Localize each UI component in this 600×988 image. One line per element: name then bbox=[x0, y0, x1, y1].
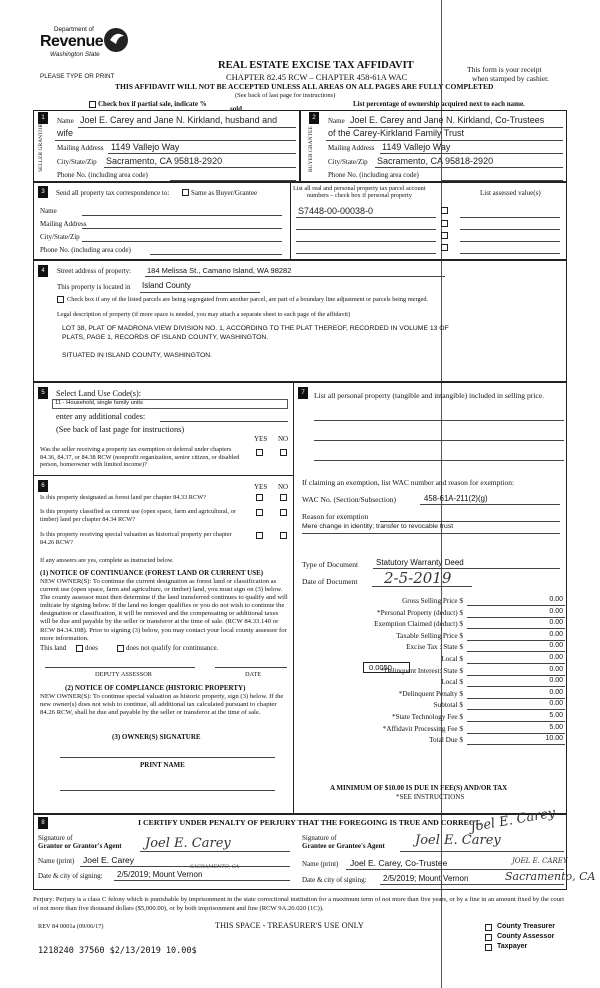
land-does-checkbox[interactable] bbox=[76, 645, 83, 652]
minimum-due: A MINIMUM OF $10.00 IS DUE IN FEE(S) AND/OR TAX bbox=[330, 784, 508, 792]
tax-row-underline bbox=[467, 744, 565, 745]
local-rate-value: 0.0050 bbox=[369, 663, 392, 672]
grantee-sig-label-1: Signature of bbox=[302, 834, 337, 842]
grantor-sig-label-1: Signature of bbox=[38, 834, 73, 842]
deputy-assessor: DEPUTY ASSESSOR bbox=[95, 671, 152, 678]
tax-row-value[interactable]: 0.00 bbox=[549, 700, 563, 708]
tax-row-value[interactable]: 0.00 bbox=[549, 607, 563, 615]
treasurer-use: THIS SPACE - TREASURER'S USE ONLY bbox=[215, 921, 364, 930]
if-yes-text: If any answers are yes, complete as instructed below. bbox=[40, 557, 174, 564]
land-does-not-checkbox[interactable] bbox=[117, 645, 124, 652]
corr-phone-label: Phone No. (including area code) bbox=[40, 246, 131, 254]
wac-value[interactable]: 458-61A-211(2)(g) bbox=[424, 494, 488, 503]
doc-type-label: Type of Document bbox=[302, 560, 359, 569]
notice2-body: NEW OWNER(S): To continue special valuation as historic property, sign (3) below. If the new owner(s) does not wish to continue, all additional tax calculated pursuant to chapter 84.26 RCW, shall be due and payable by the seller or transferor at the time of sale. bbox=[40, 693, 284, 717]
tax-row-value[interactable]: 0.00 bbox=[549, 596, 563, 603]
seller-mailing-label: Mailing Address bbox=[57, 144, 104, 152]
located-label: This property is located in bbox=[57, 283, 131, 291]
form-title: REAL ESTATE EXCISE TAX AFFIDAVIT bbox=[218, 60, 414, 71]
located-value[interactable]: Island County bbox=[142, 281, 191, 290]
same-as-buyer-label: Same as Buyer/Grantee bbox=[191, 189, 258, 197]
corr-city-label: City/State/Zip bbox=[40, 233, 80, 241]
grantee-date-label: Date & city of signing: bbox=[302, 876, 367, 884]
tax-row-value[interactable]: 0.00 bbox=[549, 677, 563, 685]
partial-sale-label: Check box if partial sale, indicate % bbox=[98, 100, 207, 108]
grantor-handwritten-city: SACRAMENTO, CA bbox=[190, 864, 240, 870]
historic-yes-checkbox[interactable] bbox=[256, 532, 263, 539]
partial-sale-sold: sold. bbox=[230, 105, 244, 113]
buyer-mailing-label: Mailing Address bbox=[328, 144, 375, 152]
seller-city-value[interactable]: Sacramento, CA 95818-2920 bbox=[106, 156, 223, 166]
doc-type-value[interactable]: Statutory Warranty Deed bbox=[376, 558, 464, 567]
tax-row-underline bbox=[467, 605, 565, 606]
print-name-label: PRINT NAME bbox=[140, 761, 185, 769]
buyer-name-value[interactable]: Joel E. Carey and Jane N. Kirkland, Co-Trustees bbox=[350, 115, 545, 125]
seller-phone-label: Phone No. (including area code) bbox=[57, 171, 148, 179]
notice2-title: (2) NOTICE OF COMPLIANCE (HISTORIC PROPERTY) bbox=[65, 684, 246, 692]
certify-statement: I CERTIFY UNDER PENALTY OF PERJURY THAT THE FOREGOING IS TRUE AND CORRECT. bbox=[138, 818, 482, 827]
tax-row-value[interactable]: 0.00 bbox=[549, 619, 563, 627]
historic-question: Is this property receiving special valuation as historical property per chapter 84.26 RCW? bbox=[40, 531, 232, 546]
send-corr-label: Send all property tax correspondence to: bbox=[56, 189, 170, 197]
dept-line1: Department of bbox=[54, 26, 94, 33]
copy-assessor: County Assessor bbox=[497, 933, 555, 940]
tax-row-underline bbox=[467, 628, 565, 629]
section-6-badge: 6 bbox=[38, 480, 48, 492]
tax-row-underline bbox=[467, 675, 565, 676]
treasurer-stamp: 1218240 37560 $2/13/2019 10.00$ bbox=[38, 946, 197, 956]
additional-codes-label: enter any additional codes: bbox=[56, 412, 146, 421]
deputy-date: DATE bbox=[245, 671, 262, 678]
seller-side-label: SELLER GRANTOR bbox=[38, 123, 44, 172]
section-3-badge: 3 bbox=[38, 186, 48, 198]
section-5-badge: 5 bbox=[38, 387, 48, 399]
tax-row-label: Exemption Claimed (deduct) $ bbox=[374, 620, 463, 629]
section4-box bbox=[33, 260, 567, 382]
rev-number: REV 84 0001a (09/06/17) bbox=[38, 923, 104, 930]
land-does-label: does bbox=[85, 644, 98, 652]
seller-name-value-2[interactable]: wife bbox=[57, 128, 74, 138]
tax-row-underline bbox=[467, 617, 565, 618]
tax-row-label: *Delinquent Interest: State $ bbox=[380, 666, 463, 675]
doc-date-value[interactable]: 2-5-2019 bbox=[384, 569, 452, 587]
grantee-sig-label-2: Grantee or Grantee's Agent bbox=[302, 842, 385, 850]
reason-value[interactable]: Mere change in identity; transfer to revocable trust bbox=[302, 523, 454, 530]
legal-line-1[interactable]: LOT 38, PLAT OF MADRONA VIEW DIVISION NO. 1, ACCORDING TO THE PLAT THEREOF, RECORDED IN VOLUME 13 OF bbox=[62, 325, 449, 332]
select-code-label: Select Land Use Code(s): bbox=[56, 389, 142, 398]
tax-row-label: Subtotal $ bbox=[433, 701, 463, 710]
tax-row-label: Excise Tax : State $ bbox=[406, 643, 463, 652]
tax-row-underline bbox=[467, 663, 565, 664]
buyer-mailing-value[interactable]: 1149 Vallejo Way bbox=[382, 142, 451, 152]
dept-line2: Revenue bbox=[40, 33, 104, 50]
segregated-label: Check box if any of the listed parcels are being segregated from another parcel, are part of a boundary line adjustment or parcels being merged. bbox=[67, 296, 429, 303]
buyer-side-label: BUYER GRANTEE bbox=[308, 126, 314, 172]
forest-yes-checkbox[interactable] bbox=[256, 494, 263, 501]
assessed-header: List assessed value(s) bbox=[480, 189, 541, 197]
corr-mailing-label: Mailing Address bbox=[40, 220, 87, 228]
list-percentage: List percentage of ownership acquired next to each name. bbox=[353, 100, 525, 108]
section-7-badge: 7 bbox=[298, 387, 308, 399]
handwritten-top-signature: Joel E. Carey bbox=[469, 805, 557, 836]
form-chapters: CHAPTER 82.45 RCW – CHAPTER 458-61A WAC bbox=[226, 72, 408, 82]
corr-name-label: Name bbox=[40, 207, 57, 215]
legal-line-3[interactable]: SITUATED IN ISLAND COUNTY, WASHINGTON. bbox=[62, 352, 213, 359]
buyer-name-value-2[interactable]: of the Carey-Kirkland Family Trust bbox=[328, 128, 465, 138]
form-see-back: (See back of last page for instructions) bbox=[235, 92, 336, 99]
tax-row-label: Total Due $ bbox=[429, 736, 463, 745]
dept-line3: Washington State bbox=[50, 51, 100, 58]
parcel-3-checkbox[interactable] bbox=[441, 232, 448, 239]
street-label: Street address of property: bbox=[57, 267, 132, 275]
tax-row-value[interactable]: 10.00 bbox=[545, 735, 563, 743]
tax-row-value[interactable]: 0.00 bbox=[549, 665, 563, 673]
parcel-header-1: List all real and personal property tax parcel account bbox=[293, 185, 426, 192]
receipt-line2: when stamped by cashier. bbox=[472, 74, 550, 83]
grantor-name-value[interactable]: Joel E. Carey bbox=[83, 855, 135, 865]
s5-yes: YES bbox=[254, 435, 268, 443]
exemption-no-checkbox[interactable] bbox=[280, 449, 287, 456]
copy-taxpayer-checkbox bbox=[485, 944, 492, 951]
buyer-city-value[interactable]: Sacramento, CA 95818-2920 bbox=[377, 156, 494, 166]
copy-taxpayer: Taxpayer bbox=[497, 943, 528, 950]
see-instructions: *SEE INSTRUCTIONS bbox=[396, 793, 465, 801]
s6-yes: YES bbox=[254, 483, 268, 491]
grantee-name-value[interactable]: Joel E. Carey, Co-Trustee bbox=[350, 858, 448, 868]
grantor-date-label: Date & city of signing: bbox=[38, 872, 103, 880]
buyer-city-label: City/State/Zip bbox=[328, 158, 368, 166]
parcel-4-checkbox[interactable] bbox=[441, 244, 448, 251]
segregated-checkbox[interactable] bbox=[57, 296, 64, 303]
copy-treasurer-checkbox bbox=[485, 924, 492, 931]
seller-name-value[interactable]: Joel E. Carey and Jane N. Kirkland, husband and bbox=[80, 115, 278, 125]
tax-row-underline bbox=[467, 709, 565, 710]
personal-property-label: List all personal property (tangible and intangible) included in selling price. bbox=[314, 391, 545, 400]
parcel-2-checkbox[interactable] bbox=[441, 220, 448, 227]
grantee-handwritten-name: JOEL E. CAREY bbox=[512, 857, 568, 865]
notice1-body: NEW OWNER(S): To continue the current designation as forest land or classification as current use (open space, farm and agriculture, or timber) land, you must sign on (3) below. The county assessor must then determine if the land transferred continues to qualify and will indicate by signing below. If the land no longer qualifies or you do not wish to continue the designation or classification, it will be removed and the compensating or additional taxes will be due and payable by the seller or transferor at the time of sale. (RCW 84.33.140 or RCW 84.34.108). Prior to signing (3) below, you may contact your local county assessor for more information. bbox=[40, 578, 288, 642]
tax-row-label: Taxable Selling Price $ bbox=[396, 631, 463, 640]
legal-label: Legal description of property (if more space is needed, you may attach a separate sheet to each page of the affidavit) bbox=[57, 311, 351, 318]
section-8-badge: 8 bbox=[38, 817, 48, 829]
wac-label: WAC No. (Section/Subsection) bbox=[302, 495, 396, 504]
legal-line-2[interactable]: PLATS, PAGE 1, RECORDS OF ISLAND COUNTY, WASHINGTON. bbox=[62, 334, 269, 341]
parcel-number[interactable]: S7448-00-00038-0 bbox=[298, 206, 374, 216]
seller-mailing-value[interactable]: 1149 Vallejo Way bbox=[111, 142, 180, 152]
tax-row-underline bbox=[467, 651, 565, 652]
owner-signature-label: (3) OWNER(S) SIGNATURE bbox=[112, 733, 201, 741]
tax-row-label: *Affidavit Processing Fee $ bbox=[382, 724, 463, 733]
section-4-badge: 4 bbox=[38, 265, 48, 277]
parcel-header-2: numbers – check box if personal property bbox=[307, 192, 412, 199]
form-warning: THIS AFFIDAVIT WILL NOT BE ACCEPTED UNLESS ALL AREAS ON ALL PAGES ARE FULLY COMPLETED bbox=[115, 82, 494, 91]
copy-treasurer: County Treasurer bbox=[497, 923, 555, 930]
current-use-question: Is this property classified as current use (open space, farm and agricultural, or timber) land per chapter 84.34 RCW? bbox=[40, 508, 236, 523]
exemption-question: Was the seller receiving a property tax exemption or deferral under chapters 84.36, 84.37, or 84.38 RCW (nonprofit organization, senior citizen, or disabled person, homeowner with limited income)? bbox=[40, 446, 240, 469]
tax-row-value[interactable]: 0.00 bbox=[549, 642, 563, 650]
buyer-name-label: Name bbox=[328, 117, 345, 125]
tax-row-label: Local $ bbox=[441, 678, 463, 687]
forest-question: Is this property designated as forest land per chapter 84.33 RCW? bbox=[40, 494, 206, 501]
grantee-signature[interactable]: Joel E. Carey bbox=[415, 833, 501, 848]
tax-row-underline bbox=[467, 733, 565, 734]
perjury-statement: Perjury: Perjury is a class C felony which is punishable by imprisonment in the state correctional institution for a maximum term of not more than five years, or by a fine in an amount fixed by the court of not more than five thousand dollars ($5,000.00), or by both imprisonment and fine (RCW 9A.20.020 (1C)). bbox=[33, 896, 565, 912]
grantee-date-value[interactable]: 2/5/2019; Mount Vernon bbox=[383, 874, 469, 883]
land-use-value: 11 - Household, single family units bbox=[55, 400, 143, 406]
exemption-claim-label: If claiming an exemption, list WAC number and reason for exemption: bbox=[302, 478, 515, 487]
section-1-badge: 1 bbox=[38, 112, 48, 124]
s5-no: NO bbox=[278, 435, 289, 443]
current-use-yes-checkbox[interactable] bbox=[256, 509, 263, 516]
land-does-not-label: does not qualify for continuance. bbox=[126, 644, 219, 652]
same-as-buyer-checkbox[interactable] bbox=[182, 189, 189, 196]
notice1-title: (1) NOTICE OF CONTINUANCE (FOREST LAND OR CURRENT USE) bbox=[40, 569, 264, 577]
please-type: PLEASE TYPE OR PRINT bbox=[40, 73, 115, 80]
tax-row-value[interactable]: 0.00 bbox=[549, 654, 563, 661]
grantor-name-label: Name (print) bbox=[38, 857, 75, 865]
grantee-name-label: Name (print) bbox=[302, 860, 339, 868]
doc-date-label: Date of Document bbox=[302, 577, 358, 586]
historic-no-checkbox[interactable] bbox=[280, 532, 287, 539]
copy-assessor-checkbox bbox=[485, 934, 492, 941]
grantor-sig-label-2: Grantor or Grantor's Agent bbox=[38, 842, 122, 850]
tax-row-value[interactable]: 5.00 bbox=[549, 712, 563, 719]
tax-row-underline bbox=[467, 721, 565, 722]
buyer-phone-label: Phone No. (including area code) bbox=[328, 171, 419, 179]
seller-city-label: City/State/Zip bbox=[57, 158, 97, 166]
section-2-badge: 2 bbox=[309, 112, 319, 124]
tax-row-underline bbox=[467, 698, 565, 699]
tax-row-value[interactable]: 0.00 bbox=[549, 688, 563, 696]
grantor-signature[interactable]: Joel E. Carey bbox=[145, 836, 231, 851]
tax-row-label: *State Technology Fee $ bbox=[391, 713, 463, 721]
see-back-5: (See back of last page for instructions) bbox=[56, 425, 185, 434]
tax-row-label: *Personal Property (deduct) $ bbox=[376, 608, 463, 617]
current-use-no-checkbox[interactable] bbox=[280, 509, 287, 516]
tax-row-underline bbox=[467, 640, 565, 641]
tax-row-label: Gross Selling Price $ bbox=[402, 597, 463, 605]
tax-row-value[interactable]: 0.00 bbox=[549, 630, 563, 638]
street-value[interactable]: 184 Melissa St., Camano Island, WA 98282 bbox=[147, 266, 292, 275]
seller-name-label: Name bbox=[57, 117, 74, 125]
receipt-line1: This form is your receipt bbox=[467, 65, 542, 74]
exemption-yes-checkbox[interactable] bbox=[256, 449, 263, 456]
grantee-handwritten-city: Sacramento, CA bbox=[505, 870, 596, 883]
reason-label: Reason for exemption bbox=[302, 512, 369, 521]
this-land-label: This land bbox=[40, 644, 67, 652]
grantor-date-value[interactable]: 2/5/2019; Mount Vernon bbox=[117, 870, 203, 879]
parcel-1-checkbox[interactable] bbox=[441, 207, 448, 214]
partial-sale-checkbox[interactable] bbox=[89, 101, 96, 108]
tax-row-value[interactable]: 5.00 bbox=[549, 723, 563, 731]
tax-row-underline bbox=[467, 686, 565, 687]
tax-row-label: *Delinquent Penalty $ bbox=[398, 689, 463, 698]
s6-no: NO bbox=[278, 483, 289, 491]
forest-no-checkbox[interactable] bbox=[280, 494, 287, 501]
tax-row-label: Local $ bbox=[441, 655, 463, 663]
